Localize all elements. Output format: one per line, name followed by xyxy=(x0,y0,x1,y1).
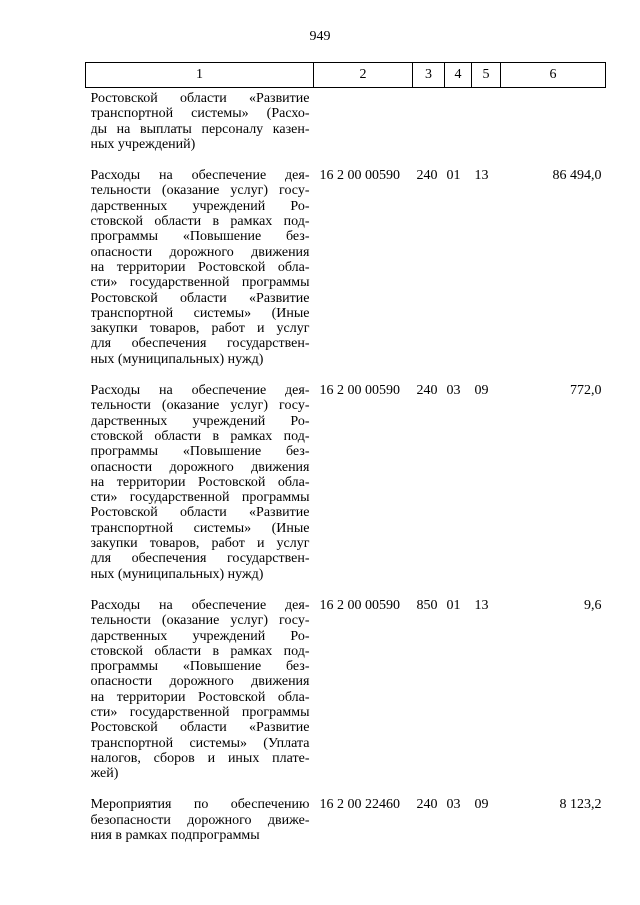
description-line: тельности (оказание услуг) госу- xyxy=(90,398,310,414)
description-line: сти» государственной программы xyxy=(90,490,310,506)
description-line: Расходы на обеспечение дея- xyxy=(90,597,310,613)
target-article-code: 16 2 00 00590 xyxy=(319,168,400,184)
description-line: стовской области в рамках под- xyxy=(90,214,310,230)
description-line: сти» государственной программы xyxy=(90,275,310,291)
header-row xyxy=(86,63,606,88)
target-article-code: 16 2 00 22460 xyxy=(319,797,400,813)
description-line: безопасности дорожного движе- xyxy=(90,812,310,828)
description-line: на территории Ростовской обла- xyxy=(90,259,310,275)
table-row xyxy=(86,88,606,166)
amount: 772,0 xyxy=(570,383,602,399)
expense-type-code: 240 xyxy=(416,383,438,399)
header-cell-1: 1 xyxy=(86,63,314,88)
amount: 86 494,0 xyxy=(552,168,602,184)
subsection-code: 13 xyxy=(474,597,489,613)
description-line: сти» государственной программы xyxy=(90,704,310,720)
page-number: 949 xyxy=(309,29,331,44)
table-row xyxy=(86,165,606,380)
target-article-code: 16 2 00 00590 xyxy=(319,597,400,613)
description-line: ных (муниципальных) нужд) xyxy=(90,351,264,367)
description-line: стовской области в рамках под- xyxy=(90,428,310,444)
subsection-code: 13 xyxy=(474,168,489,184)
description-line: ды на выплаты персоналу казен- xyxy=(90,121,310,137)
expense-type-code xyxy=(413,88,445,166)
expense-description xyxy=(86,88,314,166)
description-line: дарственных учреждений Ро- xyxy=(90,198,310,214)
description-line: Расходы на обеспечение дея- xyxy=(90,383,310,399)
description-line: на территории Ростовской обла- xyxy=(90,689,310,705)
description-line: Расходы на обеспечение дея- xyxy=(90,168,310,184)
description-line: ных учреждений) xyxy=(90,136,196,152)
subsection-code: 09 xyxy=(474,797,489,813)
description-line: на территории Ростовской обла- xyxy=(90,474,310,490)
target-article-code: 16 2 00 00590 xyxy=(319,383,400,399)
description-line: для обеспечения государствен- xyxy=(90,336,310,352)
expense-description xyxy=(86,794,314,856)
description-line: Ростовской области «Развитие xyxy=(90,505,310,521)
description-line: закупки товаров, работ и услуг xyxy=(90,321,310,337)
header-cell-5: 5 xyxy=(472,63,501,88)
expense-description xyxy=(86,165,314,380)
expense-description xyxy=(86,595,314,795)
budget-table xyxy=(85,62,606,856)
description-line: Мероприятия по обеспечению xyxy=(90,797,310,813)
description-line: налогов, сборов и иных плате- xyxy=(90,750,310,766)
description-line: опасности дорожного движения xyxy=(90,459,310,475)
table-row xyxy=(86,595,606,795)
description-line: тельности (оказание услуг) госу- xyxy=(90,613,310,629)
section-code: 03 xyxy=(446,383,461,399)
description-line: транспортной системы» (Иные xyxy=(90,520,310,536)
table-row xyxy=(86,380,606,595)
amount: 8 123,2 xyxy=(559,797,602,813)
description-line: ния в рамках подпрограммы xyxy=(90,828,260,844)
expense-type-code: 240 xyxy=(416,797,438,813)
header-cell-6: 6 xyxy=(501,63,606,88)
description-line: стовской области в рамках под- xyxy=(90,643,310,659)
amount: 9,6 xyxy=(584,597,602,613)
description-line: транспортной системы» (Иные xyxy=(90,305,310,321)
description-line: Ростовской области «Развитие xyxy=(90,720,310,736)
expense-type-code: 850 xyxy=(416,597,438,613)
section-code xyxy=(445,88,472,166)
header-cell-4: 4 xyxy=(445,63,472,88)
description-line: жей) xyxy=(90,766,119,782)
description-line: дарственных учреждений Ро- xyxy=(90,413,310,429)
table-row xyxy=(86,794,606,856)
description-line: программы «Повышение без- xyxy=(90,444,310,460)
description-line: опасности дорожного движения xyxy=(90,244,310,260)
description-line: ных (муниципальных) нужд) xyxy=(90,566,264,582)
expense-description xyxy=(86,380,314,595)
section-code: 01 xyxy=(446,597,461,613)
header-cell-3: 3 xyxy=(413,63,445,88)
description-line: для обеспечения государствен- xyxy=(90,551,310,567)
description-line: программы «Повышение без- xyxy=(90,659,310,675)
header-cell-2: 2 xyxy=(314,63,413,88)
description-line: программы «Повышение без- xyxy=(90,229,310,245)
description-line: Ростовской области «Развитие xyxy=(90,290,310,306)
description-line: тельности (оказание услуг) госу- xyxy=(90,183,310,199)
description-line: дарственных учреждений Ро- xyxy=(90,628,310,644)
description-line: закупки товаров, работ и услуг xyxy=(90,536,310,552)
amount xyxy=(501,88,606,166)
description-line: Ростовской области «Развитие xyxy=(90,91,310,106)
section-code: 03 xyxy=(446,797,461,813)
description-line: транспортной системы» (Расхо- xyxy=(90,106,310,122)
description-line: транспортной системы» (Уплата xyxy=(90,735,310,751)
expense-type-code: 240 xyxy=(416,168,438,184)
subsection-code xyxy=(472,88,501,166)
subsection-code: 09 xyxy=(474,383,489,399)
table-body xyxy=(86,88,606,857)
section-code: 01 xyxy=(446,168,461,184)
target-article-code xyxy=(314,88,413,166)
description-line: опасности дорожного движения xyxy=(90,674,310,690)
